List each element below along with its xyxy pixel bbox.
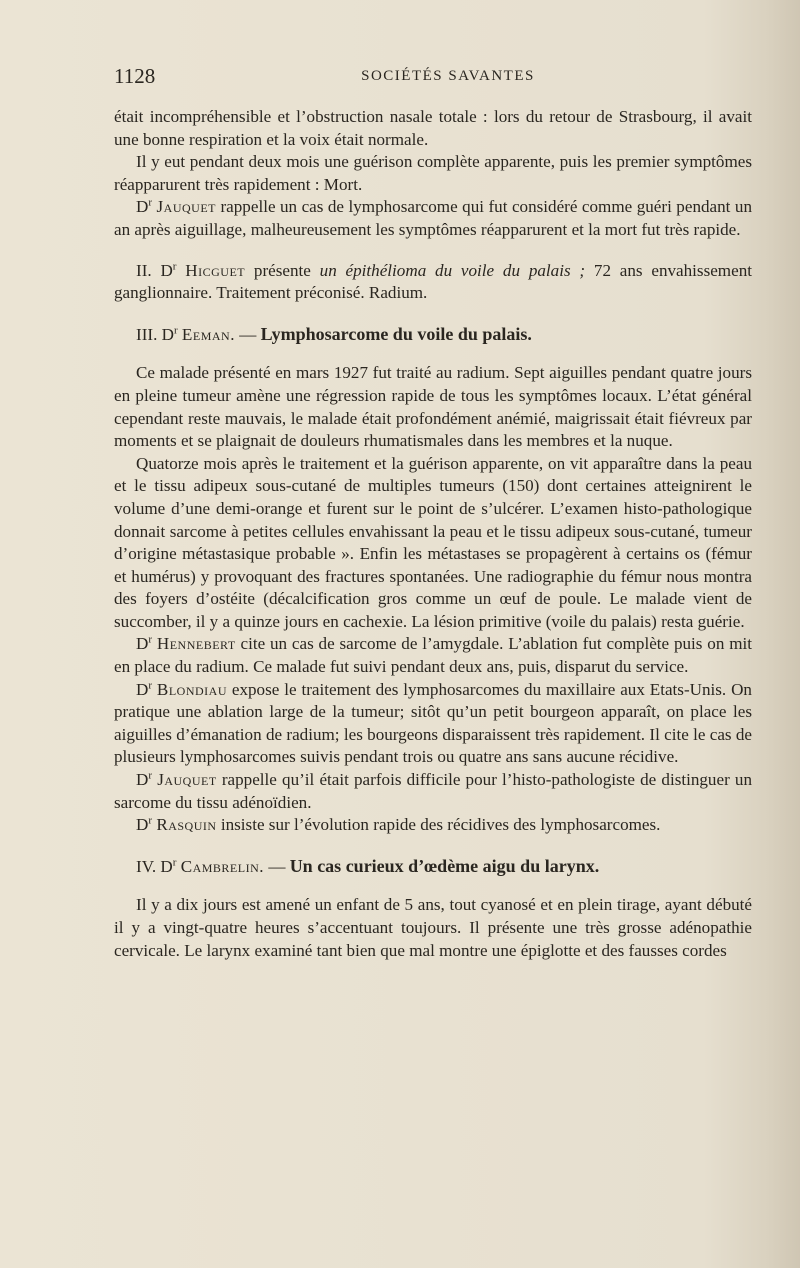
doctor-name: Blondiau [156, 679, 227, 699]
doctor-name: Cambrelin. [180, 856, 265, 876]
paragraph-10: Il y a dix jours est amené un enfant de 5 ans, tout cyanosé et en plein tirage, ayant débuté il y a vingt-quatre heures s’accentuant toujours. Il présente une très grosse adénopathie cervicale. Le larynx examiné tant bien que mal montre une épiglotte et des fausses cordes [114, 895, 752, 960]
paragraph-9 [114, 814, 752, 837]
section-number: IV. D [136, 856, 173, 876]
doctor-title-sup: r [173, 324, 178, 337]
doctor-title-sup: r [148, 633, 153, 646]
paragraph-text: rappelle qu’il était parfois difficile pour l’histo-pathologiste de distinguer un sarcome du tissu adénoïdien. [114, 770, 753, 812]
paragraph-text: rappelle un cas de lymphosarcome qui fut considéré comme guéri pendant un an après aiguillage, malheureusement les symptômes réapparurent et la mort fut très rapide. [114, 197, 752, 239]
section-rest: 72 ans envahissement ganglionnaire. Traitement préconisé. Radium. [114, 260, 752, 303]
doctor-name: Jauquet [156, 197, 216, 217]
doctor-name: Rasquin [156, 815, 217, 835]
paragraph-3 [114, 196, 752, 241]
page-header [114, 64, 752, 94]
section-number: III. D [136, 324, 174, 344]
doctor-title-sup: r [148, 814, 153, 827]
page-number: 1128 [114, 64, 156, 88]
section-title: Lymphosarcome du voile du palais. [260, 323, 532, 344]
section-verb: présente [253, 260, 311, 280]
doctor-title-sup: r [148, 769, 153, 782]
doctor-name: Jauquet [157, 770, 217, 790]
paragraph-5: Quatorze mois après le traitement et la guérison apparente, on vit apparaître dans la peau et le tissu adipeux sous-cutané de multiples tumeurs (150) dont certaines atteignirent le volume d’une demi-orange et furent sur le point de s’ulcérer. L’examen histo-pathologique donnait sarcome à petites cellules envahissant la peau et le tissu adipeux sous-cutané, tumeur d’origine métastasique probable ». Enfin les métastases se propagèrent à certains os (fémur et humérus) y provoquant des fractures spontanées. Une radiographie du fémur nous montra des foyers d’ostéite (décalcification gros comme un œuf de poule. Le malade vient de succomber, il y a quinze jours en cachexie. La lésion primitive (voile du palais) resta guérie. [114, 453, 752, 631]
doctor-name: Hennebert [156, 634, 236, 654]
paragraph-text: cite un cas de sarcome de l’amygdale. L’ablation fut complète puis on mit en place du radium. Ce malade fut suivi pendant deux ans, puis, disparut du service. [114, 634, 752, 677]
doctor-title-sup: r [148, 678, 153, 691]
section-italic-title: un épithélioma du voile du palais ; [319, 260, 586, 280]
doctor-title: D [136, 770, 149, 790]
doctor-title: D [136, 197, 149, 217]
paragraph-text: insiste sur l’évolution rapide des récidives des lymphosarcomes. [220, 815, 661, 835]
doctor-title: D [136, 634, 149, 654]
heading-dash: — [268, 856, 286, 876]
doctor-title-sup: r [172, 856, 177, 869]
section-4-heading [114, 855, 752, 879]
doctor-name: Hicguet [185, 260, 246, 280]
heading-dash: — [239, 324, 257, 344]
section-3-heading [114, 323, 752, 347]
section-number: II. D [136, 260, 173, 280]
doctor-title: D [136, 679, 149, 699]
doctor-name: Eeman. [181, 324, 235, 344]
paragraph-7 [114, 679, 752, 769]
paragraph-6 [114, 633, 752, 678]
section-2 [114, 260, 752, 305]
doctor-title-sup: r [148, 196, 153, 209]
page-body [114, 106, 752, 962]
doctor-title-sup: r [172, 259, 177, 272]
paragraph-1: était incompréhensible et l’obstruction nasale totale : lors du retour de Strasbourg, il avait une bonne respiration et la voix était normale. [114, 107, 752, 149]
paragraph-2: Il y eut pendant deux mois une guérison complète apparente, puis les premier symptômes réapparurent très rapidement : Mort. [114, 152, 752, 194]
paragraph-text: expose le traitement des lymphosarcomes du maxillaire aux Etats-Unis. On pratique une ablation large de la tumeur; sitôt qu’un petit bourgeon apparaît, on place les aiguilles d’émanation de radium; les bourgeons disparaissent très rapidement. Il cite le cas de plusieurs lymphosarcomes suivis pendant trois ou quatre ans sans aucune récidive. [114, 679, 752, 767]
doctor-title: D [136, 815, 149, 835]
paragraph-4: Ce malade présenté en mars 1927 fut traité au radium. Sept aiguilles pendant quatre jours en pleine tumeur amène une régression rapide de tous les symptômes locaux. L’état général cependant reste mauvais, le malade était profondément anémié, maigrissait était fiévreux par moments et se plaignait de douleurs rhumatismales dans les membres et la nuque. [114, 363, 752, 451]
section-title: Un cas curieux d’œdème aigu du larynx. [289, 855, 600, 876]
paragraph-8 [114, 769, 752, 814]
running-head: SOCIÉTÉS SAVANTES [361, 68, 535, 84]
